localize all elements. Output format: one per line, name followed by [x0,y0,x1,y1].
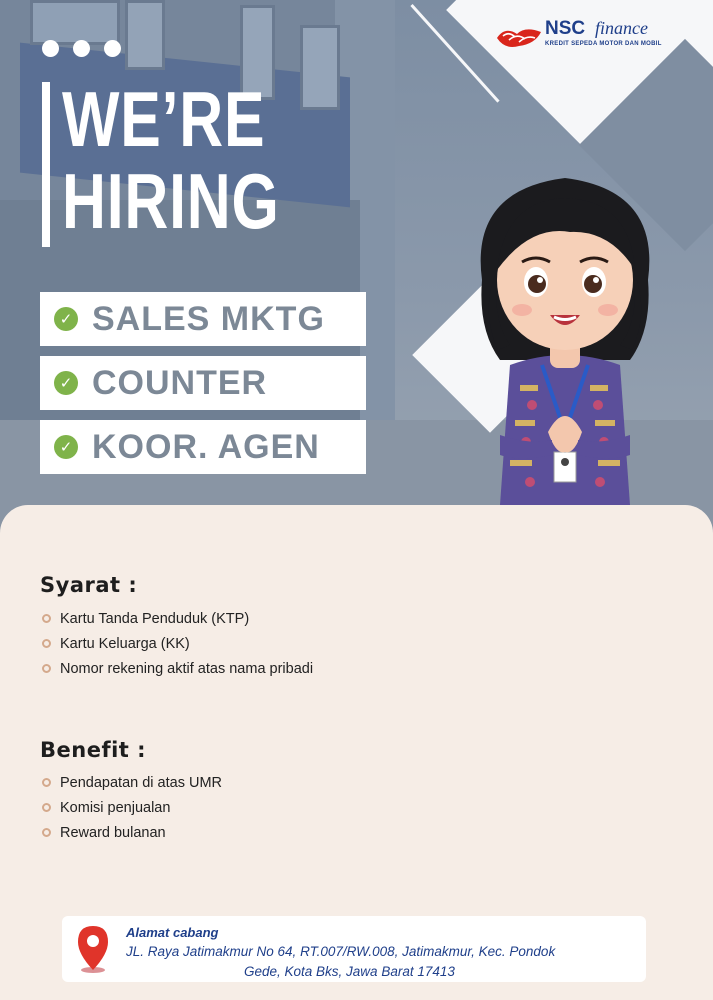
address-title: Alamat cabang [126,925,219,940]
position-label: SALES MKTG [92,299,325,338]
map-pin-icon [76,924,110,974]
address-line-2: Gede, Kota Bks, Jawa Barat 17413 [244,964,455,979]
benefits-title: Benefit : [40,738,147,762]
bullet-icon [42,639,51,648]
brand-tagline: KREDIT SEPEDA MOTOR DAN MOBIL [545,41,662,47]
brand-name: NSC [545,18,586,39]
list-item-text: Kartu Keluarga (KK) [60,635,190,652]
check-circle-icon: ✓ [54,307,78,331]
logo-mark-icon [495,24,543,50]
position-label: COUNTER [92,363,268,402]
position-item [40,356,366,410]
headline-line-1: WE’RE [62,75,266,163]
address-line-1: JL. Raya Jatimakmur No 64, RT.007/RW.008, Jatimakmur, Kec. Pondok [126,944,556,959]
dot [73,40,90,57]
bullet-icon [42,828,51,837]
background-window [300,25,340,110]
list-item [42,606,313,631]
benefits-list [42,770,222,845]
brand-suffix: finance [595,18,648,38]
list-item [42,631,313,656]
bullet-icon [42,803,51,812]
bullet-icon [42,664,51,673]
list-item-text: Reward bulanan [60,824,166,841]
position-item [40,420,366,474]
requirements-title: Syarat : [40,573,138,597]
check-circle-icon: ✓ [54,435,78,459]
mascot-character [470,170,660,510]
requirements-list [42,606,313,681]
headline [62,75,280,245]
list-item [42,656,313,681]
position-label: KOOR. AGEN [92,427,320,466]
headline-bar [42,82,50,247]
bullet-icon [42,614,51,623]
headline-line-2: HIRING [62,157,280,245]
list-item-text: Kartu Tanda Penduduk (KTP) [60,610,250,627]
list-item [42,820,222,845]
list-item-text: Komisi penjualan [60,799,171,816]
position-item [40,292,366,346]
list-item [42,770,222,795]
dot [104,40,121,57]
check-circle-icon: ✓ [54,371,78,395]
bullet-icon [42,778,51,787]
decorative-dots [42,40,121,57]
dot [42,40,59,57]
background-window [30,0,120,45]
address-box [62,916,646,982]
list-item-text: Pendapatan di atas UMR [60,774,223,791]
brand-logo [495,18,680,58]
list-item [42,795,222,820]
list-item-text: Nomor rekening aktif atas nama pribadi [60,660,314,677]
background-window [125,0,165,70]
